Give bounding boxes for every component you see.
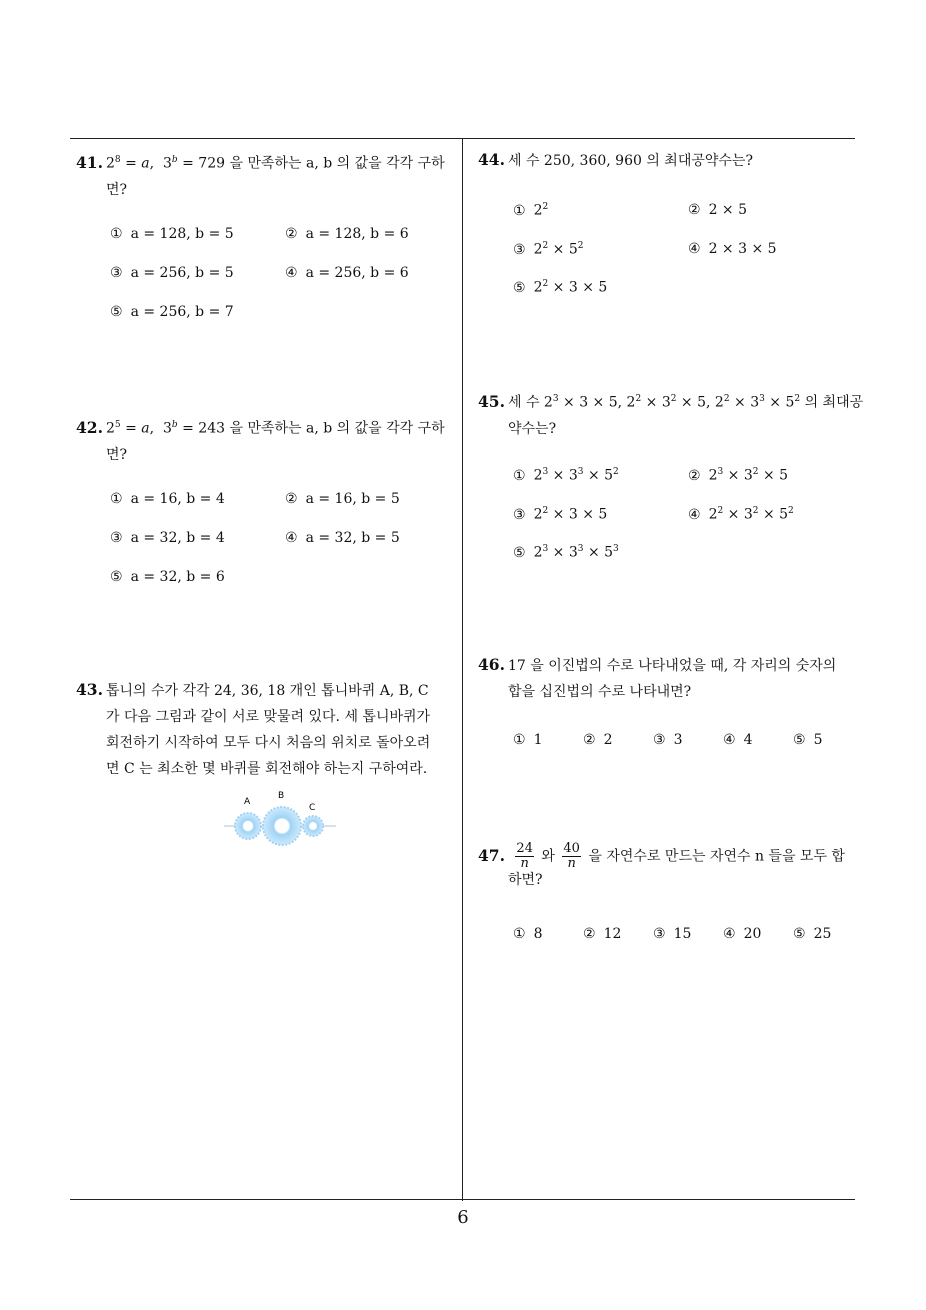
option-2[interactable]: ② 2 × 5 bbox=[688, 202, 748, 218]
question-stem-cont: 가 다음 그림과 같이 서로 맞물려 있다. 세 톱니바퀴가 bbox=[106, 709, 431, 725]
gear-label-c: C bbox=[309, 803, 316, 813]
option-5[interactable]: ⑤ 5 bbox=[793, 732, 823, 748]
question-45: 45. 세 수 $2^3 \times 3 \times 5$, $2^2 \times 3^2 \times 5$, $2^2 \times 3^3 \times 5^2$ 의 최대공 약수는? bbox=[478, 386, 863, 442]
option-5[interactable]: ⑤ 25 bbox=[793, 926, 832, 942]
option-3[interactable]: ③ 3 bbox=[653, 732, 683, 748]
gear-figure bbox=[222, 788, 340, 850]
question-stem-cont: 회전하기 시작하여 모두 다시 처음의 위치로 돌아오려 bbox=[106, 735, 431, 751]
question-number: 47. bbox=[478, 845, 505, 865]
fraction-24-n: $\frac{24}{n}$ bbox=[516, 841, 533, 871]
option-3[interactable]: ③ $2^2 \times 5^2$ bbox=[513, 241, 584, 258]
question-stem: 만족하는 a, b 의 값을 각각 구하 bbox=[247, 420, 445, 437]
gear-c bbox=[303, 816, 323, 836]
option-4[interactable]: ④ $2^2 \times 3^2 \times 5^2$ bbox=[688, 506, 794, 523]
fraction-40-n: $\frac{40}{n}$ bbox=[563, 841, 580, 871]
option-3[interactable]: ③ 15 bbox=[653, 926, 692, 942]
option-1[interactable]: ① a = 16, b = 4 bbox=[110, 491, 225, 507]
option-4[interactable]: ④ a = 256, b = 6 bbox=[285, 265, 409, 281]
option-2[interactable]: ② $2^3 \times 3^2 \times 5$ bbox=[688, 467, 789, 484]
page-number: 6 bbox=[457, 1207, 469, 1228]
question-44 bbox=[478, 147, 858, 174]
bottom-rule bbox=[70, 1199, 855, 1200]
question-stem-cont: 하면? bbox=[508, 872, 543, 888]
gear-b bbox=[263, 807, 301, 845]
question-stem: 17 을 이진법의 수로 나타내었을 때, 각 자리의 숫자의 bbox=[507, 658, 837, 674]
option-5[interactable]: ⑤ $2^2 \times 3 \times 5$ bbox=[513, 279, 608, 296]
option-3[interactable]: ③ $2^2 \times 3 \times 5$ bbox=[513, 506, 608, 523]
option-4[interactable]: ④ 20 bbox=[723, 926, 762, 942]
option-2[interactable]: ② 2 bbox=[583, 732, 613, 748]
question-stem: 톱니의 수가 각각 24, 36, 18 개인 톱니바퀴 A, B, C bbox=[105, 683, 429, 699]
question-number: 46. bbox=[478, 655, 505, 674]
question-41: 41. $2^8 = a$, $3^b = 729$ 을 만족하는 a, b 의 값을 각각 구하 면? bbox=[76, 147, 456, 203]
option-3[interactable]: ③ a = 32, b = 4 bbox=[110, 530, 225, 546]
question-stem-cont: 면 C 는 최소한 몇 바퀴를 회전해야 하는지 구하여라. bbox=[106, 761, 428, 777]
question-47 bbox=[478, 842, 863, 889]
question-stem-cont: 면? bbox=[106, 181, 128, 198]
question-number: 45. bbox=[478, 391, 505, 411]
word-and: 와 bbox=[541, 848, 555, 865]
question-stem: 만족하는 a, b 의 값을 각각 구하 bbox=[247, 155, 445, 172]
option-3[interactable]: ③ a = 256, b = 5 bbox=[110, 265, 234, 281]
option-2[interactable]: ② a = 128, b = 6 bbox=[285, 226, 409, 242]
option-4[interactable]: ④ 4 bbox=[723, 732, 753, 748]
option-1[interactable]: ① 8 bbox=[513, 926, 543, 942]
question-number: 43. bbox=[76, 680, 103, 699]
option-1[interactable]: ① a = 128, b = 5 bbox=[110, 226, 234, 242]
option-1[interactable]: ① 1 bbox=[513, 732, 543, 748]
question-stem: 을 자연수로 만드는 자연수 n 들을 모두 합 bbox=[588, 848, 845, 865]
gear-label-a: A bbox=[244, 797, 251, 807]
option-4[interactable]: ④ 2 × 3 × 5 bbox=[688, 241, 777, 257]
option-4[interactable]: ④ a = 32, b = 5 bbox=[285, 530, 400, 546]
option-1[interactable]: ① $2^3 \times 3^3 \times 5^2$ bbox=[513, 467, 619, 484]
question-stem: 세 수 250, 360, 960 의 최대공약수는? bbox=[507, 153, 753, 169]
gear-a bbox=[235, 813, 261, 839]
question-stem-cont: 합을 십진법의 수로 나타내면? bbox=[508, 684, 692, 700]
question-43 bbox=[76, 677, 456, 782]
gear-label-b: B bbox=[278, 791, 285, 801]
option-1[interactable]: ① $2^2$ bbox=[513, 202, 549, 219]
option-2[interactable]: ② a = 16, b = 5 bbox=[285, 491, 400, 507]
question-stem-cont: 면? bbox=[106, 446, 128, 463]
question-number: 41. bbox=[76, 152, 103, 172]
option-5[interactable]: ⑤ a = 32, b = 6 bbox=[110, 569, 225, 585]
option-5[interactable]: ⑤ a = 256, b = 7 bbox=[110, 304, 234, 320]
question-46 bbox=[478, 652, 863, 705]
option-5[interactable]: ⑤ $2^3 \times 3^3 \times 5^3$ bbox=[513, 544, 619, 561]
question-stem-cont: 약수는? bbox=[508, 420, 557, 437]
question-42: 42. $2^5 = a$, $3^b = 243$ 을 만족하는 a, b 의 값을 각각 구하 면? bbox=[76, 412, 456, 468]
question-number: 42. bbox=[76, 417, 103, 437]
question-number: 44. bbox=[478, 150, 505, 169]
column-divider bbox=[462, 138, 463, 1201]
option-2[interactable]: ② 12 bbox=[583, 926, 622, 942]
